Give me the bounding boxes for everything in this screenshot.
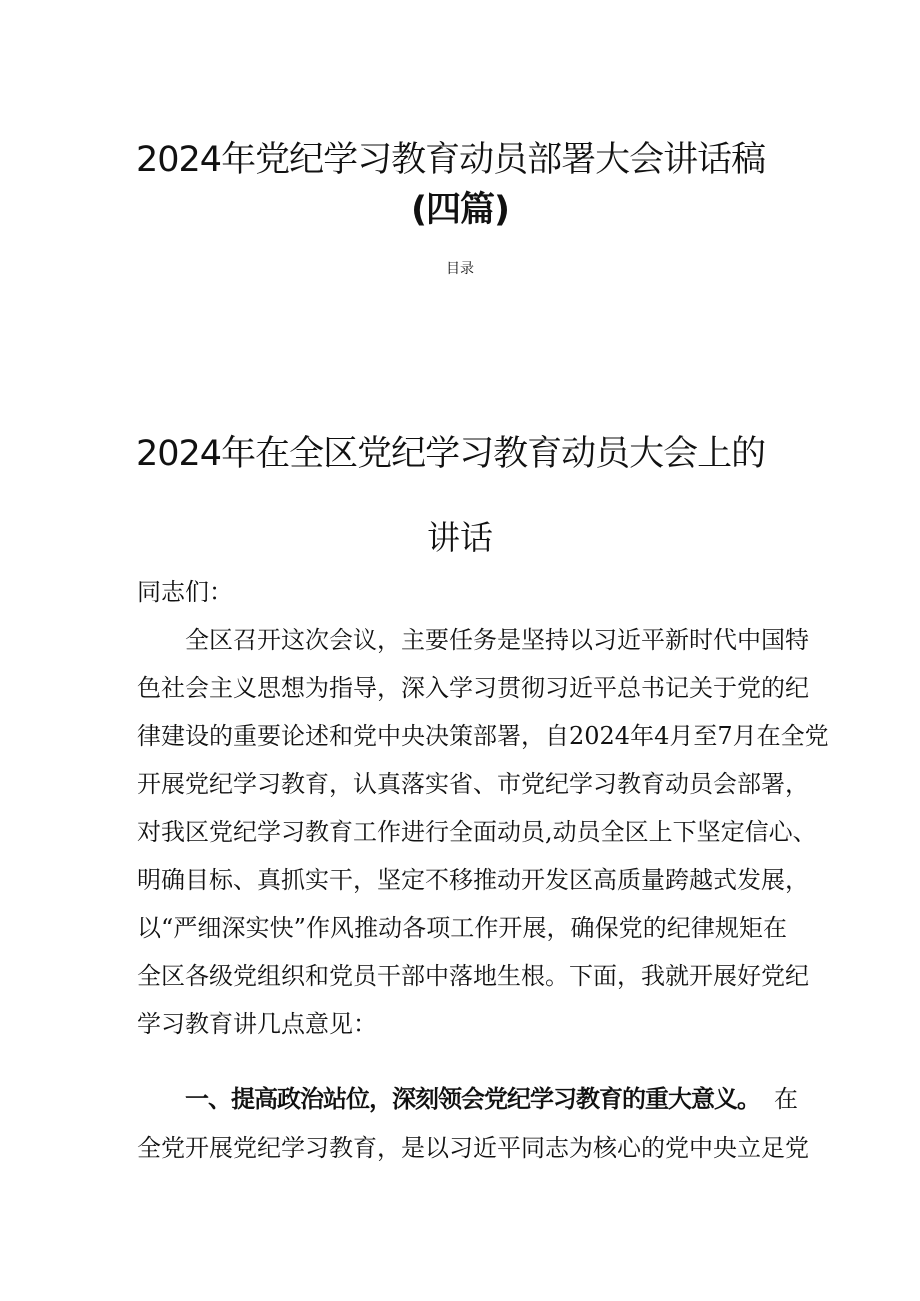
paragraph-line: 学习教育讲几点意见：: [137, 1010, 377, 1038]
table-of-contents-label: 目录: [446, 261, 474, 277]
section-heading: [185, 1083, 798, 1116]
salutation: 同志们：: [137, 578, 233, 606]
section-heading-bold: 一、提高政治站位，深刻领会党纪学习教育的重大意义。: [185, 1085, 760, 1113]
paragraph-line: 全区各级党组织和党员干部中落地生根。下面，我就开展好党纪: [137, 962, 809, 990]
paragraph-line: 明确目标、真抓实干，坚定不移推动开发区高质量跨越式发展，: [137, 866, 809, 894]
paragraph-line: 对我区党纪学习教育工作进行全面动员,动员全区上下坚定信心、: [137, 818, 817, 846]
document-title-subtitle: (四篇): [411, 190, 509, 230]
paragraph-line: 律建设的重要论述和党中央决策部署，自2024年4月至7月在全党: [137, 722, 829, 750]
document-title: 2024年党纪学习教育动员部署大会讲话稿: [136, 140, 766, 180]
paragraph-line: 以“严细深实快”作风推动各项工作开展，确保党的纪律规矩在: [137, 914, 787, 942]
paragraph-line: 色社会主义思想为指导，深入学习贯彻习近平总书记关于党的纪: [137, 674, 809, 702]
speech-title: 2024年在全区党纪学习教育动员大会上的: [136, 434, 766, 474]
paragraph-line: 全区召开这次会议，主要任务是坚持以习近平新时代中国特: [185, 626, 809, 654]
paragraph-line: 开展党纪学习教育，认真落实省、市党纪学习教育动员会部署，: [137, 770, 809, 798]
section-heading-tail: 在: [774, 1085, 798, 1113]
speech-title-continued: 讲话: [427, 518, 493, 557]
paragraph-line: 全党开展党纪学习教育，是以习近平同志为核心的党中央立足党: [137, 1134, 809, 1162]
